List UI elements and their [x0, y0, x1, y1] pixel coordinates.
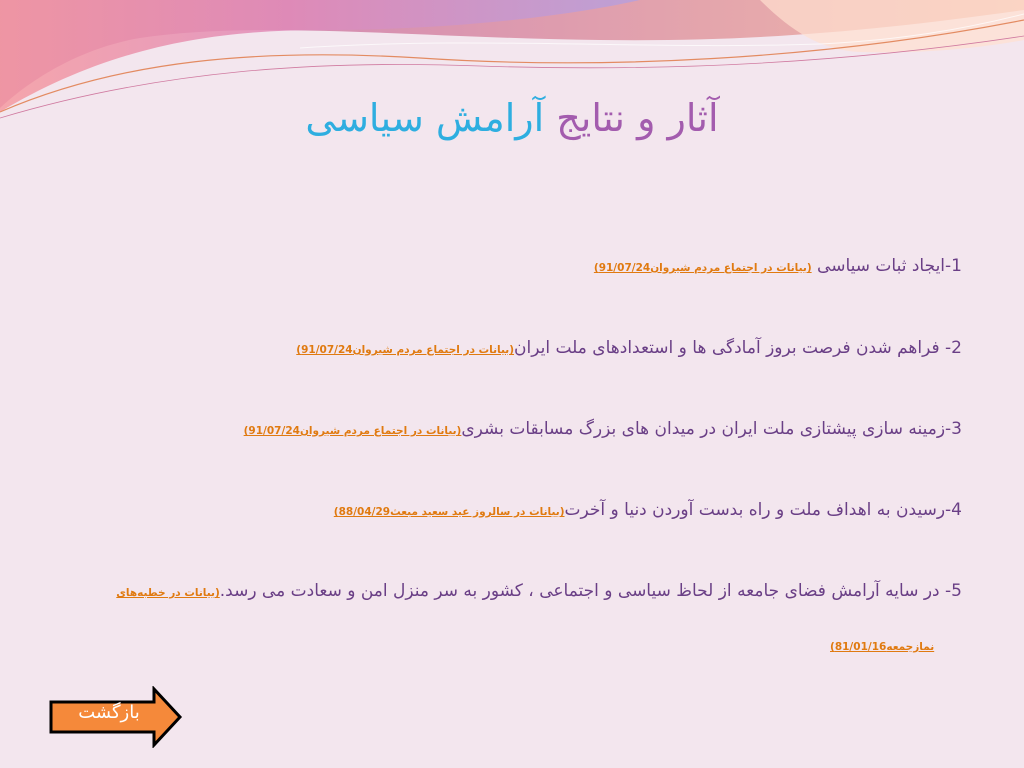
- source-link[interactable]: (بیانات در اجتماع مردم شیروان91/07/24): [296, 344, 515, 356]
- list-item-text: 5- در سایه آرامش فضای جامعه از لحاظ سیاسی و اجتماعی ، کشور به سر منزل امن و سعادت می رسد.: [219, 581, 962, 601]
- source-link-continuation[interactable]: نمازجمعه81/01/16): [830, 641, 935, 653]
- list-item-text: 1-ایجاد ثبات سیاسی: [811, 256, 962, 276]
- slide-title: [0, 96, 1024, 142]
- slide-title-part2: آرامش سیاسی: [305, 96, 545, 140]
- back-button-label: بازگشت: [78, 702, 140, 723]
- list-item-text: 3-زمینه سازی پیشتازی ملت ایران در میدان های بزرگ مسابقات بشری: [461, 419, 962, 439]
- list-item-text: 4-رسیدن به اهداف ملت و راه بدست آوردن دنیا و آخرت: [564, 500, 962, 520]
- list-item: [116, 581, 962, 601]
- slide-title-part1: آثار و نتایج: [556, 96, 719, 140]
- list-item: [244, 419, 962, 439]
- back-button[interactable]: [48, 686, 184, 748]
- list-item: [334, 500, 962, 520]
- source-link[interactable]: (بیانات در سالروز عید سعید مبعث88/04/29): [333, 506, 565, 518]
- source-link[interactable]: (بیانات در اجتماع مردم شیروان91/07/24): [243, 425, 462, 437]
- list-item: [296, 338, 962, 358]
- source-link[interactable]: (بیانات در خطبه‌های: [116, 587, 220, 599]
- list-item: [594, 256, 962, 276]
- list-item-text: 2- فراهم شدن فرصت بروز آمادگی ها و استعدادهای ملت ایران: [514, 338, 962, 358]
- source-link[interactable]: (بیانات در اجتماع مردم شیروان91/07/24): [593, 262, 812, 274]
